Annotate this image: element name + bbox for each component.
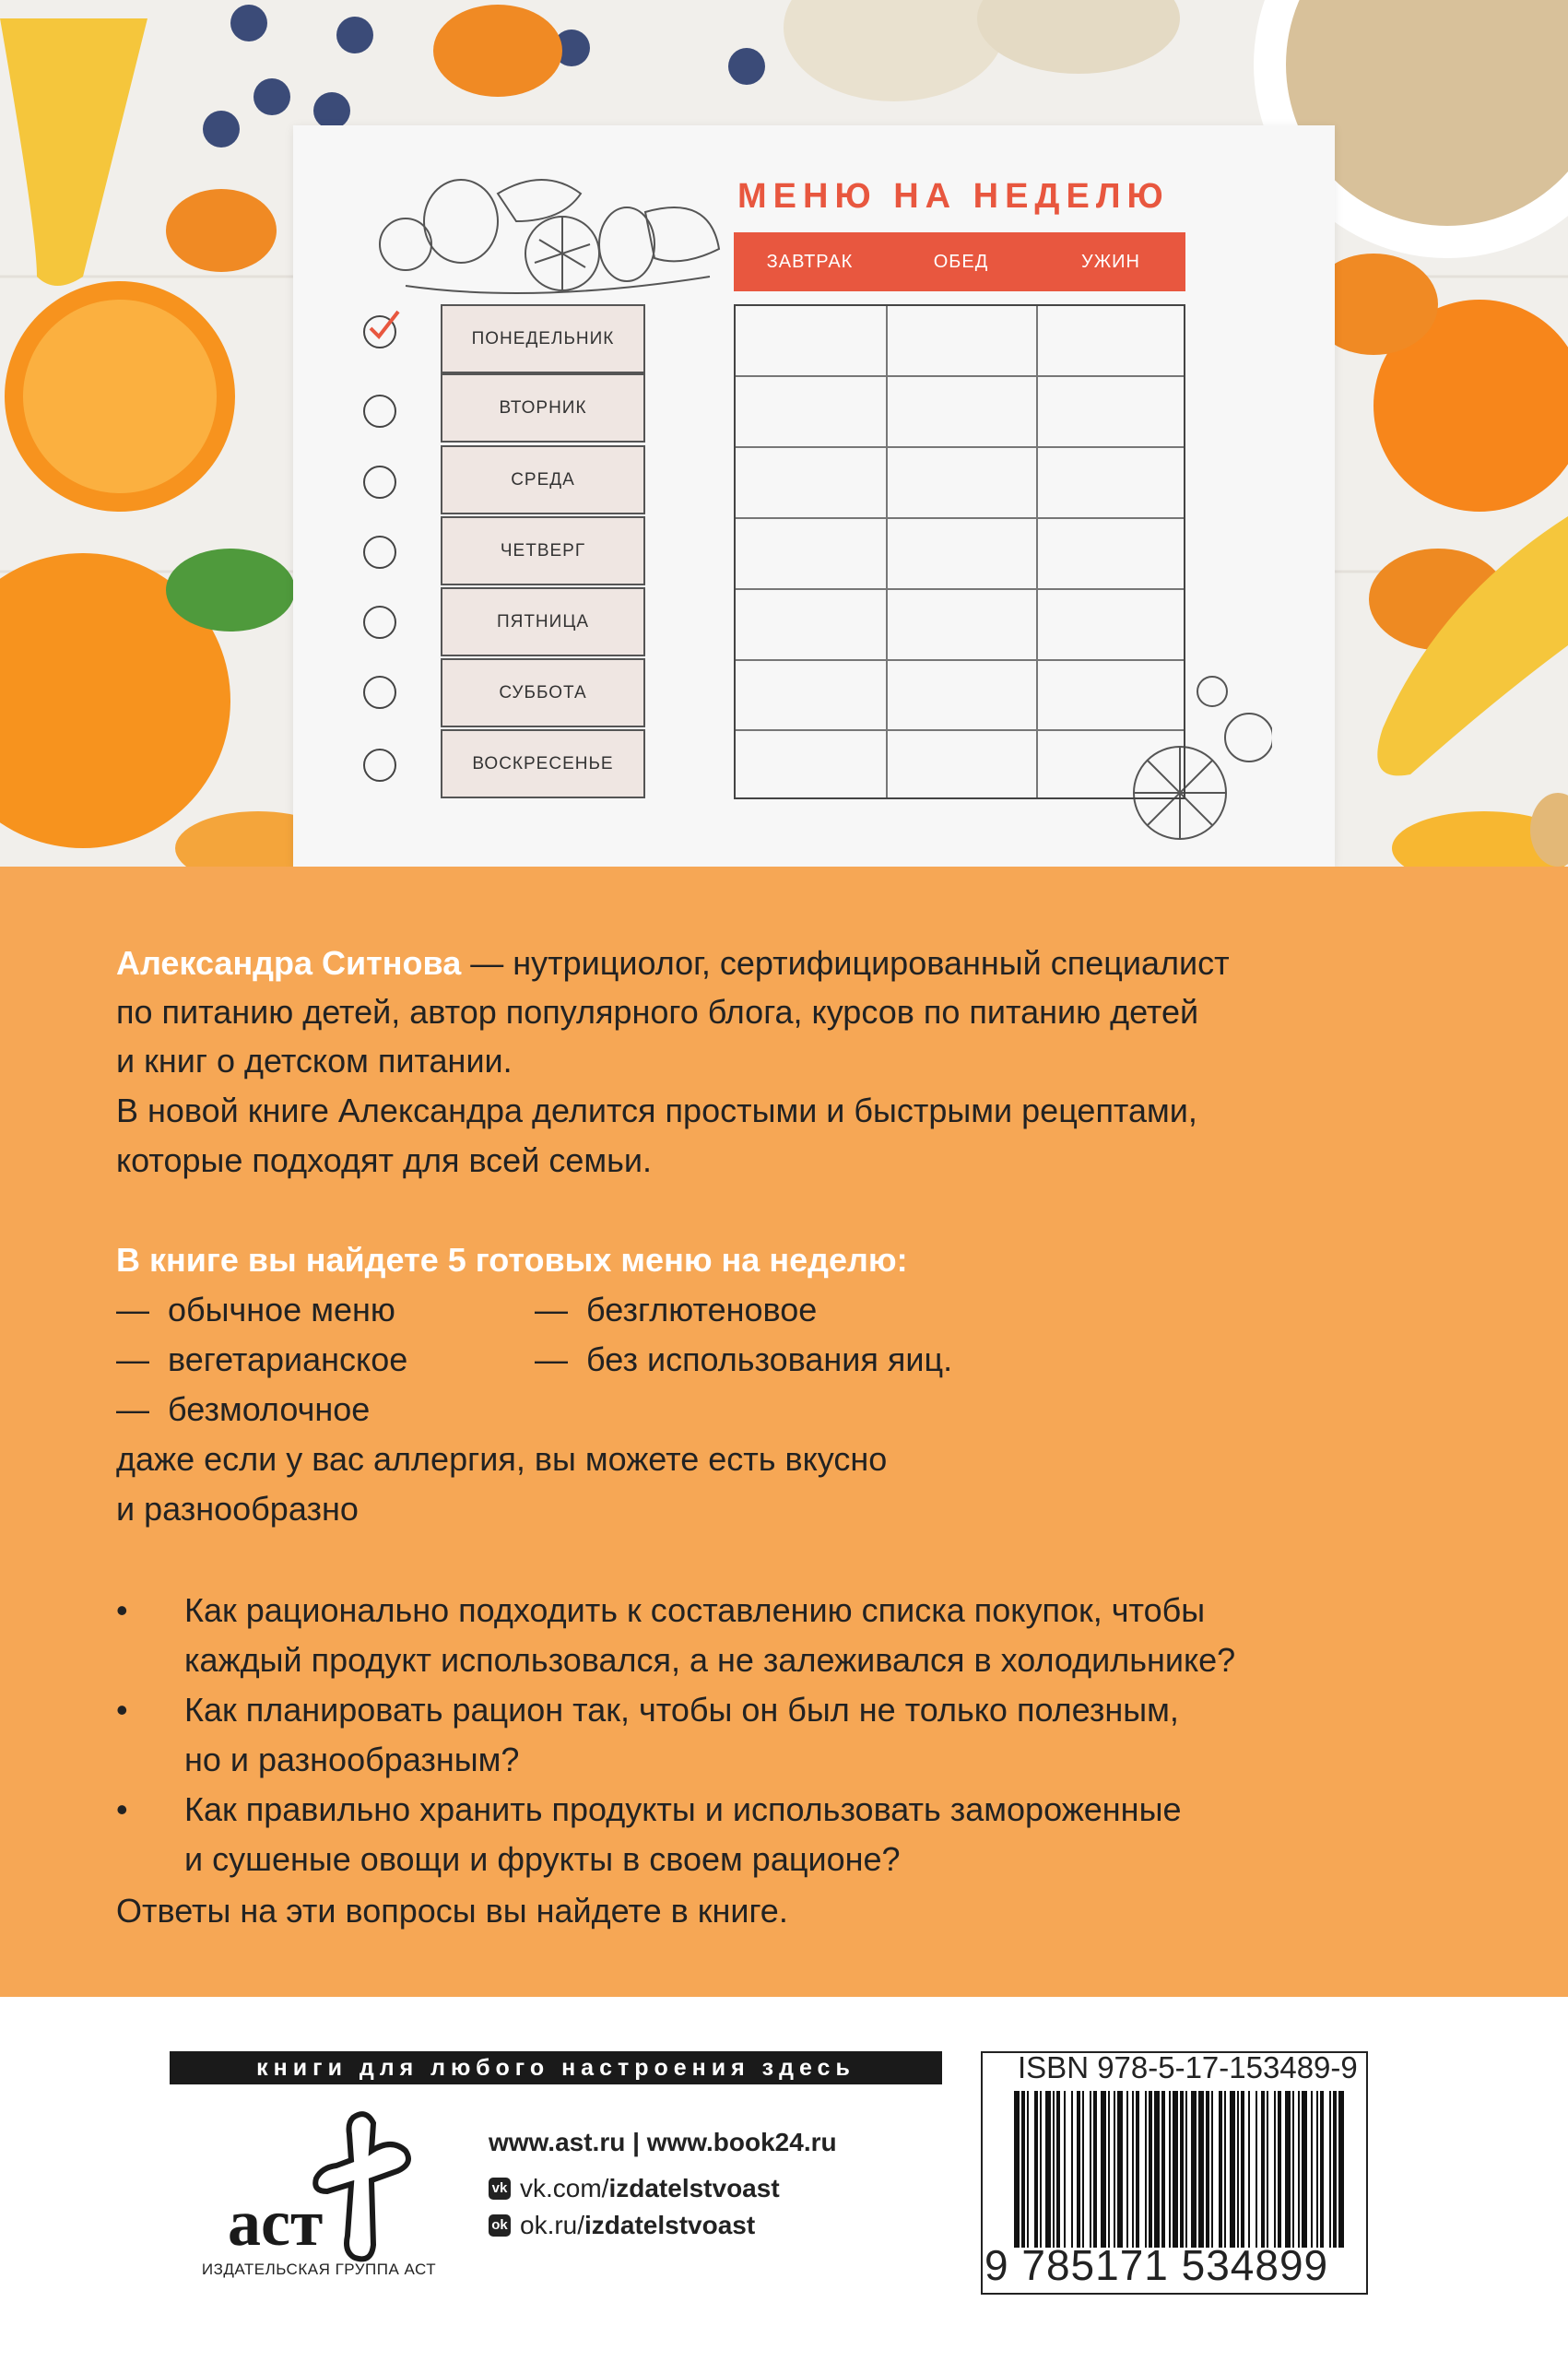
- menu-type-item: вегетарианское: [168, 1340, 408, 1378]
- checked-circle-icon: [363, 315, 396, 348]
- vk-icon: vk: [489, 2178, 511, 2200]
- menu-type-item: обычное меню: [168, 1291, 395, 1328]
- menu-type-item: безглютеновое: [586, 1291, 818, 1328]
- meal-header-breakfast: ЗАВТРАК: [734, 232, 888, 291]
- author-name: Александра Ситнова: [116, 944, 462, 982]
- allergy-note: и разнообразно: [116, 1490, 359, 1528]
- day-saturday: СУББОТА: [441, 658, 645, 727]
- about-line: В новой книге Александра делится простыми и быстрыми рецептами,: [116, 1092, 1197, 1129]
- menu-type-item: безмолочное: [168, 1390, 371, 1428]
- about-line: которые подходят для всей семьи.: [116, 1141, 652, 1179]
- apricot-icon: [166, 189, 277, 272]
- day-monday: ПОНЕДЕЛЬНИК: [441, 304, 645, 373]
- dash-icon: —: [116, 1340, 149, 1378]
- question-line: каждый продукт использовался, а не залеживался в холодильнике?: [184, 1641, 1236, 1679]
- about-line: и книг о детском питании.: [116, 1042, 513, 1080]
- question-line: но и разнообразным?: [184, 1741, 520, 1778]
- day-sunday: ВОСКРЕСЕНЬЕ: [441, 729, 645, 798]
- circle-icon: [363, 606, 396, 639]
- bullet-icon: •: [116, 1790, 128, 1828]
- ok-link[interactable]: ok ok.ru/izdatelstvoast: [489, 2211, 755, 2240]
- day-wednesday: СРЕДА: [441, 445, 645, 514]
- question-line: Как правильно хранить продукты и использовать замороженные: [184, 1790, 1182, 1828]
- meal-header-dinner: УЖИН: [1036, 232, 1185, 291]
- website-links[interactable]: www.ast.ru | www.book24.ru: [489, 2128, 837, 2156]
- bullet-icon: •: [116, 1591, 128, 1629]
- isbn-number: ISBN 978-5-17-153489-9: [1018, 2050, 1358, 2084]
- publisher-caption: ИЗДАТЕЛЬСКАЯ ГРУППА АСТ: [201, 2261, 437, 2278]
- closing-line: Ответы на эти вопросы вы найдете в книге.: [116, 1892, 788, 1930]
- author-intro: Александра Ситнова — нутрициолог, сертифицированный специалист: [116, 944, 1230, 982]
- ok-icon: ok: [489, 2214, 511, 2237]
- cover-photo: [0, 0, 1568, 867]
- vk-link[interactable]: vk vk.com/izdatelstvoast: [489, 2174, 780, 2203]
- question-line: и сушеные овощи и фрукты в своем рационе?: [184, 1840, 901, 1878]
- barcode-digits: 9 785171 534899: [984, 2241, 1329, 2289]
- allergy-note: даже если у вас аллергия, вы можете есть вкусно: [116, 1440, 888, 1478]
- fruit-sketch-icon: [350, 157, 737, 304]
- dash-icon: —: [116, 1291, 149, 1328]
- barcode-icon: [1014, 2091, 1346, 2248]
- svg-text:аст: аст: [228, 2186, 324, 2260]
- bullet-icon: •: [116, 1691, 128, 1729]
- circle-icon: [363, 749, 396, 782]
- menu-title: МЕНЮ НА НЕДЕЛЮ: [737, 177, 1170, 216]
- day-thursday: ЧЕТВЕРГ: [441, 516, 645, 585]
- meal-header-lunch: ОБЕД: [886, 232, 1038, 291]
- circle-icon: [363, 466, 396, 499]
- menu-type-item: без использования яиц.: [586, 1340, 953, 1378]
- dash-icon: —: [116, 1390, 149, 1428]
- dash-icon: —: [535, 1340, 568, 1378]
- meal-grid: [734, 304, 1185, 799]
- about-line: по питанию детей, автор популярного блога, курсов по питанию детей: [116, 993, 1199, 1031]
- menus-heading: В книге вы найдете 5 готовых меню на неделю:: [116, 1241, 908, 1279]
- day-friday: ПЯТНИЦА: [441, 587, 645, 656]
- circle-icon: [363, 536, 396, 569]
- circle-icon: [363, 395, 396, 428]
- question-line: Как рационально подходить к составлению списка покупок, чтобы: [184, 1591, 1206, 1629]
- question-line: Как планировать рацион так, чтобы он был не только полезным,: [184, 1691, 1179, 1729]
- publisher-tagline: книги для любого настроения здесь: [170, 2051, 942, 2084]
- circle-icon: [363, 676, 396, 709]
- dash-icon: —: [535, 1291, 568, 1328]
- mint-leaf-icon: [166, 549, 295, 632]
- day-tuesday: ВТОРНИК: [441, 373, 645, 443]
- blueberry-icon: [230, 5, 267, 41]
- ast-logo-icon: [217, 2107, 419, 2273]
